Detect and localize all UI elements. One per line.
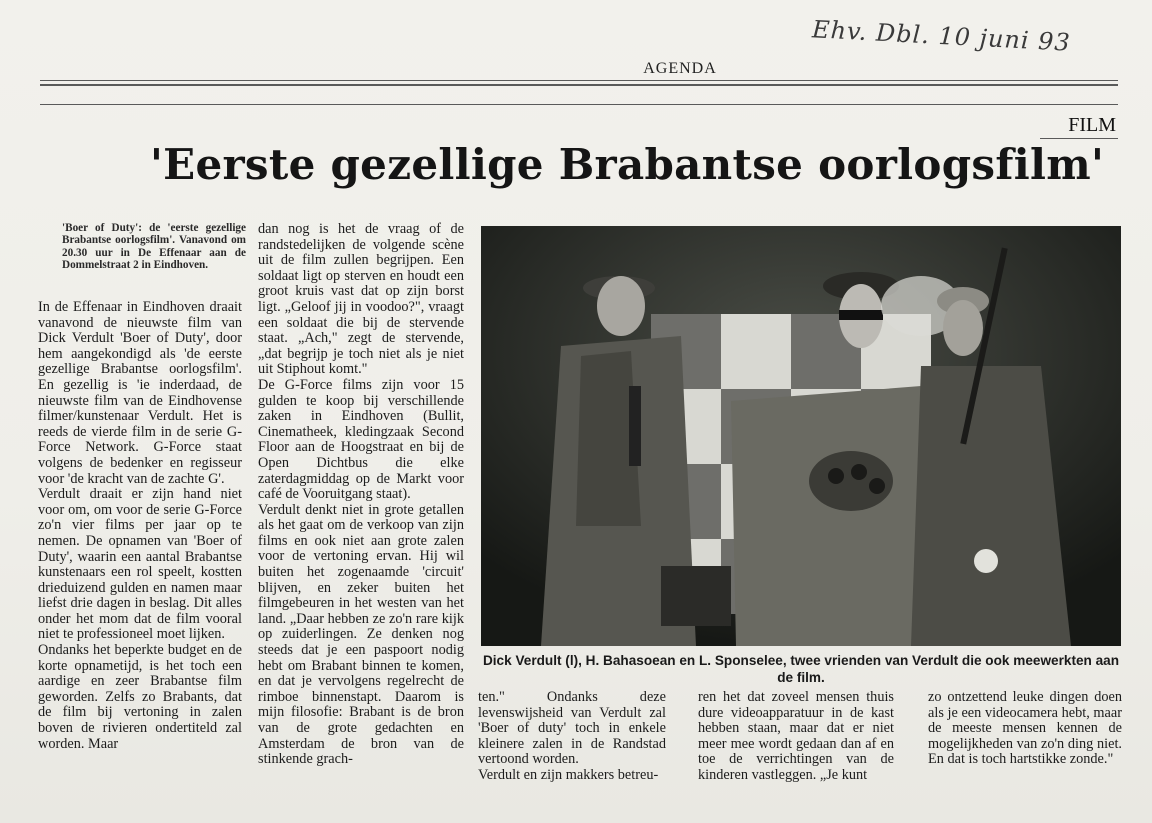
photo-caption: Dick Verdult (l), H. Bahasoean en L. Sponselee, twee vrienden van Verdult die ook meewerkten aan de film. xyxy=(482,653,1120,685)
rule-top xyxy=(40,80,1118,81)
category-label: FILM xyxy=(1068,114,1116,136)
photo-three-soldiers-icon xyxy=(481,226,1121,646)
handwritten-note: Ehv. Dbl. 10 juni 93 xyxy=(811,15,1072,57)
column-4 xyxy=(698,690,894,784)
article-photo xyxy=(481,226,1121,646)
paragraph: In de Effenaar in Eindhoven draait vanavond de nieuwste film van Dick Verdult 'Boer of Duty', door hem aangekondigd als 'de eerste gezellige Brabantse oorlogsfilm'. En gezellig is 'ie inderdaad, de nieuwste film van de Eindhovense filmer/kunstenaar Verdult. Het is reeds de vierde film in de serie G-Force Network. G-Force staat volgens de bedenker en regisseur voor 'de kracht van de zachte G'. xyxy=(38,299,242,487)
column-2 xyxy=(258,222,464,768)
section-label: AGENDA xyxy=(643,60,717,77)
paragraph: ren het dat zoveel mensen thuis dure videoapparatuur in de kast hebben staan, maar dat er niet meer mee wordt gedaan dan af en toe de verrichtingen van de kinderen vastleggen. „Je kunt xyxy=(698,689,894,783)
headline: 'Eerste gezellige Brabantse oorlogsfilm' xyxy=(150,140,1105,189)
paragraph: Verdult draait er zijn hand niet voor om, om voor de serie G-Force zo'n vier films per jaar op te nemen. De opnamen van 'Boer of Duty', waarin een aantal Brabantse kunstenaars een rol speelt, kostten drieduizend gulden en namen maar liefst drie dagen in beslag. Dit alles onder het mom dat de film vooral niet te professioneel moet lijken. xyxy=(38,486,242,643)
column-1 xyxy=(38,300,242,752)
paragraph: dan nog is het de vraag of de randstedelijken de volgende scène uit de film zullen begrijpen. Een soldaat ligt op sterven en houdt een groot kruis vast dat op zijn borst ligt. „Geloof jij in voodoo?", vraagt een soldaat die bij de stervende staat. „Ach," zegt de stervende, „dat begrijp je toch niet als je niet uit Stiphout komt." xyxy=(258,221,464,378)
paragraph: zo ontzettend leuke dingen doen als je een videocamera hebt, maar de meeste mensen kennen de mogelijkheden van zo'n ding niet. En dat is toch hartstikke zonde." xyxy=(928,689,1122,768)
column-5 xyxy=(928,690,1122,768)
column-3 xyxy=(478,690,666,784)
paragraph: Verdult en zijn makkers betreu- xyxy=(478,766,659,783)
paragraph: Ondanks het beperkte budget en de korte opnametijd, is het toch een aardige en zeer Brabantse film geworden. Zelfs zo Brabants, dat de film bij vertoning in zalen boven de rivieren ondertiteld zal worden. Maar xyxy=(38,642,242,752)
intro-text: 'Boer of Duty': de 'eerste gezellige Brabantse oorlogsfilm'. Vanavond om 20.30 uur in De Effenaar aan de Dommelstraat 2 in Eindhoven. xyxy=(62,222,246,272)
paragraph: Verdult denkt niet in grote getallen als het gaat om de verkoop van zijn films en ook niet aan grote zalen voor de vertoning ervan. Hij wil buiten het zogenaamde 'circuit' blijven, en zeker buiten het filmgebeuren in het westen van het land. „Daar hebben ze zo'n rare kijk op zuiderlingen. Ze denken nog steeds dat je een paspoort nodig hebt om Brabant binnen te komen, en dat je vervolgens regelrecht de rimboe binnenstapt. Daarom is mijn filosofie: Brabant is de bron van de grote gedachten en Amsterdam de bron van de stinkende grach- xyxy=(258,501,464,768)
category-rule xyxy=(1040,138,1118,139)
rule-top-2 xyxy=(40,84,1118,86)
paragraph: De G-Force films zijn voor 15 gulden te koop bij verschillende zaken in Eindhoven (Bullit, Cinematheek, kledingzaak Second Floor aan de Hoogstraat en bij de Open Dichtbus die elke zaterdagmiddag op de Markt voor café de Vooruitgang staat). xyxy=(258,376,464,503)
rule-bottom xyxy=(40,104,1118,105)
paragraph: ten." Ondanks deze levenswijsheid van Verdult zal 'Boer of duty' toch in enkele kleinere zalen in de Randstad vertoond worden. xyxy=(478,689,666,768)
